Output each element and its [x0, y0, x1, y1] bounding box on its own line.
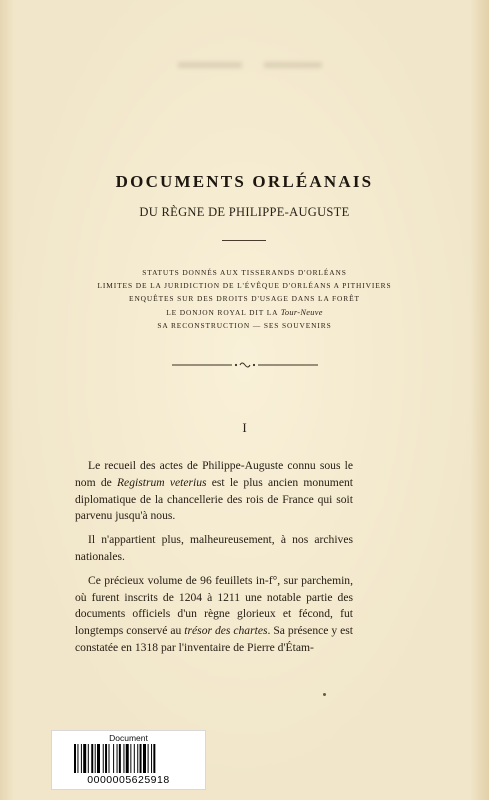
paragraph-text: Le recueil des actes de Philippe-Auguste connu sous le nom de — [75, 459, 353, 489]
paragraph-text: Il n'appartient plus, malheureusement, à nos archives nationales. — [75, 533, 353, 563]
paragraph-text: Ce précieux volume de 96 feuillets in-f°, sur parchemin, où furent inscrits de 1204 à 1211 une notable partie des documents officiels d'un règne glorieux et fécond, fut longtemps conservé au — [75, 573, 353, 638]
barcode-bar — [137, 744, 138, 773]
barcode-bar — [130, 744, 131, 773]
barcode-bar — [81, 744, 82, 773]
ornament-divider — [170, 360, 320, 370]
subject-line: SA RECONSTRUCTION — SES SOUVENIRS — [157, 320, 332, 330]
subjects-list — [60, 266, 429, 332]
barcode-bar — [126, 744, 129, 773]
paragraph-text: . Sa présence y est constatée en 1318 par l'inventaire de Pierre d'Étam- — [75, 624, 353, 654]
barcode-bar — [97, 744, 100, 773]
subject-line-italic: Tour-Neuve — [280, 307, 323, 317]
subject-line-prefix: LE DONJON ROYAL DIT LA — [166, 307, 281, 317]
paragraph-italic: Registrum veterius — [116, 475, 207, 489]
barcode-bar — [134, 744, 135, 773]
barcode-title: Document — [109, 733, 148, 743]
paragraph-text: est le plus ancien monument diplomatique de la chancellerie des rois de France qui soit parvenu jusqu'à nous. — [75, 475, 353, 523]
barcode-bar — [140, 744, 142, 773]
barcode-bar — [153, 744, 155, 773]
barcode-bar — [113, 744, 114, 773]
page-subtitle: DU RÈGNE DE PHILIPPE-AUGUSTE — [139, 205, 350, 219]
barcode-number: 0000005625918 — [87, 774, 170, 786]
barcode-bar — [119, 744, 121, 773]
barcode-sticker — [51, 730, 206, 790]
barcode-bar — [83, 744, 86, 773]
paragraph — [75, 573, 353, 657]
barcode-bar — [105, 744, 107, 773]
barcode-bar — [109, 744, 110, 773]
subject-line: LIMITES DE LA JURIDICTION DE L'ÉVÊQUE D'ORLÉANS A PITHIVIERS — [97, 281, 392, 291]
page-title: DOCUMENTS ORLÉANAIS — [115, 172, 374, 191]
subject-line: STATUTS DONNÉS AUX TISSERANDS D'ORLÉANS — [142, 268, 347, 277]
title-divider — [222, 240, 266, 241]
barcode-bar — [148, 744, 149, 773]
barcode-bar — [103, 744, 104, 773]
ink-bleed-mark — [178, 62, 242, 68]
barcode-bar — [143, 744, 146, 773]
barcode-bar — [91, 744, 93, 773]
barcode-bar — [123, 744, 124, 773]
barcode-bar — [117, 744, 118, 773]
barcode-bar — [151, 744, 152, 773]
subject-line — [60, 306, 429, 319]
barcode-icon — [74, 744, 184, 773]
body-text — [75, 458, 353, 664]
barcode-bar — [95, 744, 96, 773]
barcode-bar — [88, 744, 89, 773]
paragraph — [75, 458, 353, 525]
section-number: I — [242, 420, 247, 435]
subject-line: ENQUÊTES SUR DES DROITS D'USAGE DANS LA FORÊT — [129, 294, 360, 304]
barcode-bar — [74, 744, 76, 773]
specks — [323, 693, 326, 696]
paragraph-italic: trésor des chartes — [184, 624, 268, 638]
ink-bleed-mark — [264, 62, 322, 68]
barcode-bar — [77, 744, 78, 773]
paragraph — [75, 532, 353, 566]
